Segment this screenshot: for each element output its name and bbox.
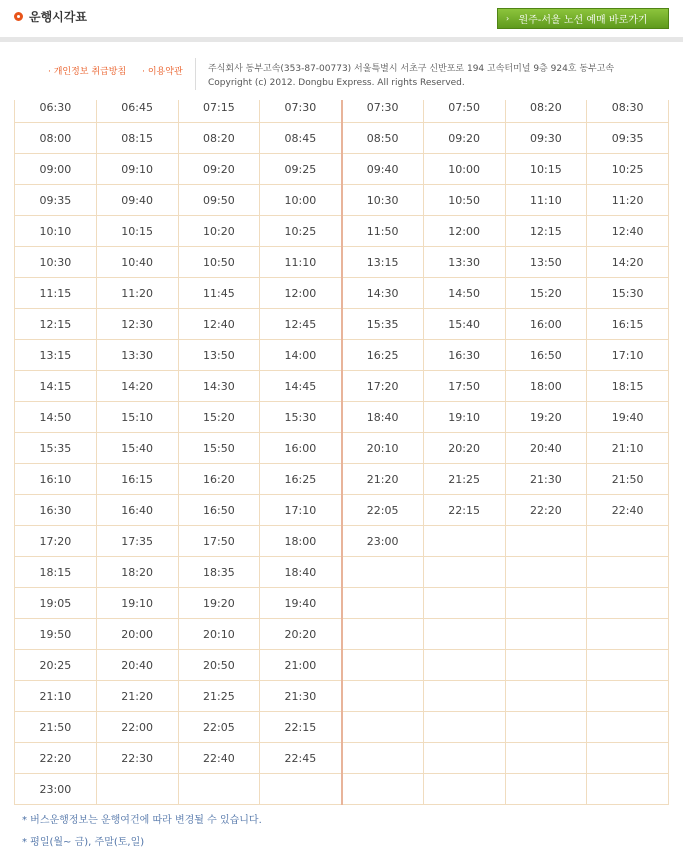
table-row xyxy=(15,712,669,743)
weekday-time-cell: 11:15 xyxy=(15,278,97,309)
terms-link[interactable]: · 이용약관 xyxy=(142,67,183,77)
weekend-time-cell: 10:50 xyxy=(423,185,505,216)
weekday-time-cell: 18:40 xyxy=(260,557,342,588)
weekend-time-cell: 15:35 xyxy=(342,309,424,340)
weekday-time-cell: 08:00 xyxy=(15,123,97,154)
weekday-time-cell: 08:20 xyxy=(178,123,260,154)
weekday-time-cell xyxy=(260,774,342,805)
weekend-time-cell: 12:40 xyxy=(587,216,669,247)
weekend-time-cell: 21:25 xyxy=(423,464,505,495)
table-row xyxy=(15,216,669,247)
weekend-time-cell xyxy=(587,557,669,588)
footer-divider xyxy=(195,58,196,90)
weekend-time-cell: 08:50 xyxy=(342,123,424,154)
weekend-time-cell xyxy=(505,712,587,743)
weekend-time-cell xyxy=(342,557,424,588)
weekend-time-cell: 11:20 xyxy=(587,185,669,216)
weekend-time-cell: 20:40 xyxy=(505,433,587,464)
weekday-time-cell: 12:45 xyxy=(260,309,342,340)
weekend-time-cell xyxy=(587,526,669,557)
weekday-time-cell: 10:00 xyxy=(260,185,342,216)
weekday-time-cell: 06:30 xyxy=(15,100,97,123)
weekday-time-cell: 08:45 xyxy=(260,123,342,154)
weekend-time-cell xyxy=(342,588,424,619)
weekend-time-cell: 22:20 xyxy=(505,495,587,526)
weekday-time-cell: 19:20 xyxy=(178,588,260,619)
weekday-time-cell: 12:00 xyxy=(260,278,342,309)
privacy-policy-link[interactable]: · 개인정보 취급방침 xyxy=(48,67,127,77)
reserve-route-button-label: 원주-서울 노선 예매 바로가기 xyxy=(518,15,648,26)
weekend-time-cell: 18:00 xyxy=(505,371,587,402)
weekday-time-cell: 14:45 xyxy=(260,371,342,402)
weekday-time-cell: 21:20 xyxy=(96,681,178,712)
weekday-time-cell: 21:50 xyxy=(15,712,97,743)
weekday-time-cell: 16:10 xyxy=(15,464,97,495)
table-row xyxy=(15,495,669,526)
timetable xyxy=(14,100,669,806)
weekend-time-cell xyxy=(587,619,669,650)
weekday-time-cell: 09:20 xyxy=(178,154,260,185)
table-row xyxy=(15,681,669,712)
weekday-time-cell: 13:30 xyxy=(96,340,178,371)
weekday-time-cell: 20:50 xyxy=(178,650,260,681)
weekend-time-cell: 14:30 xyxy=(342,278,424,309)
weekend-time-cell: 12:00 xyxy=(423,216,505,247)
weekday-time-cell: 09:50 xyxy=(178,185,260,216)
weekend-time-cell xyxy=(342,619,424,650)
weekday-time-cell: 18:35 xyxy=(178,557,260,588)
note-change-notice: * 버스운행정보는 운행여건에 따라 변경될 수 있습니다. xyxy=(22,815,262,826)
weekday-time-cell: 09:40 xyxy=(96,185,178,216)
weekday-time-cell: 07:30 xyxy=(260,100,342,123)
weekend-time-cell: 19:40 xyxy=(587,402,669,433)
weekday-time-cell: 13:50 xyxy=(178,340,260,371)
weekday-time-cell: 11:20 xyxy=(96,278,178,309)
weekend-time-cell: 21:20 xyxy=(342,464,424,495)
weekday-time-cell: 12:40 xyxy=(178,309,260,340)
weekday-time-cell: 15:20 xyxy=(178,402,260,433)
weekday-time-cell: 20:25 xyxy=(15,650,97,681)
table-row xyxy=(15,185,669,216)
policy-links xyxy=(48,64,183,77)
weekend-time-cell: 12:15 xyxy=(505,216,587,247)
weekday-time-cell: 19:05 xyxy=(15,588,97,619)
weekend-time-cell xyxy=(505,774,587,805)
weekday-time-cell: 21:00 xyxy=(260,650,342,681)
weekend-time-cell xyxy=(505,588,587,619)
weekend-time-cell xyxy=(423,557,505,588)
weekday-time-cell: 09:00 xyxy=(15,154,97,185)
weekday-time-cell: 21:10 xyxy=(15,681,97,712)
weekday-time-cell: 09:10 xyxy=(96,154,178,185)
weekday-time-cell: 16:15 xyxy=(96,464,178,495)
header xyxy=(0,0,683,36)
weekend-time-cell: 20:20 xyxy=(423,433,505,464)
weekday-time-cell: 16:00 xyxy=(260,433,342,464)
table-row xyxy=(15,743,669,774)
weekday-time-cell: 20:10 xyxy=(178,619,260,650)
table-row xyxy=(15,278,669,309)
weekday-time-cell: 06:45 xyxy=(96,100,178,123)
weekday-time-cell: 18:00 xyxy=(260,526,342,557)
circle-bullet-icon xyxy=(14,12,23,21)
weekday-time-cell: 16:40 xyxy=(96,495,178,526)
weekend-time-cell: 13:15 xyxy=(342,247,424,278)
weekend-time-cell: 23:00 xyxy=(342,526,424,557)
table-row xyxy=(15,557,669,588)
weekend-time-cell: 08:30 xyxy=(587,100,669,123)
weekend-time-cell: 07:30 xyxy=(342,100,424,123)
weekend-time-cell: 15:40 xyxy=(423,309,505,340)
weekend-time-cell xyxy=(342,650,424,681)
weekday-time-cell: 21:25 xyxy=(178,681,260,712)
table-row xyxy=(15,402,669,433)
weekend-time-cell: 09:20 xyxy=(423,123,505,154)
weekday-time-cell: 17:20 xyxy=(15,526,97,557)
weekend-time-cell: 10:30 xyxy=(342,185,424,216)
table-row xyxy=(15,464,669,495)
weekday-time-cell: 13:15 xyxy=(15,340,97,371)
weekday-time-cell: 15:30 xyxy=(260,402,342,433)
weekend-time-cell xyxy=(423,619,505,650)
weekday-time-cell: 14:00 xyxy=(260,340,342,371)
table-row xyxy=(15,619,669,650)
header-divider xyxy=(0,37,683,42)
weekday-time-cell: 23:00 xyxy=(15,774,97,805)
weekday-time-cell: 17:10 xyxy=(260,495,342,526)
weekend-time-cell: 21:30 xyxy=(505,464,587,495)
weekday-time-cell: 18:20 xyxy=(96,557,178,588)
weekend-time-cell: 09:35 xyxy=(587,123,669,154)
weekday-time-cell: 11:45 xyxy=(178,278,260,309)
weekday-time-cell: 16:20 xyxy=(178,464,260,495)
weekday-time-cell: 10:40 xyxy=(96,247,178,278)
footer-info xyxy=(0,56,683,96)
table-row xyxy=(15,588,669,619)
weekend-time-cell: 17:20 xyxy=(342,371,424,402)
table-row xyxy=(15,340,669,371)
weekday-time-cell xyxy=(178,774,260,805)
weekend-time-cell xyxy=(423,743,505,774)
notes xyxy=(22,810,262,854)
copyright: Copyright (c) 2012. Dongbu Express. All rights Reserved. xyxy=(208,78,465,88)
weekend-time-cell: 22:05 xyxy=(342,495,424,526)
weekday-time-cell: 11:10 xyxy=(260,247,342,278)
weekend-time-cell: 10:25 xyxy=(587,154,669,185)
weekday-time-cell: 14:50 xyxy=(15,402,97,433)
weekday-time-cell: 14:30 xyxy=(178,371,260,402)
weekend-time-cell xyxy=(342,774,424,805)
weekday-time-cell: 17:50 xyxy=(178,526,260,557)
weekend-time-cell: 18:40 xyxy=(342,402,424,433)
weekend-time-cell: 17:10 xyxy=(587,340,669,371)
weekend-time-cell xyxy=(505,557,587,588)
weekday-time-cell: 22:05 xyxy=(178,712,260,743)
weekend-time-cell: 08:20 xyxy=(505,100,587,123)
weekend-time-cell xyxy=(587,650,669,681)
table-row xyxy=(15,774,669,805)
weekend-time-cell: 14:20 xyxy=(587,247,669,278)
weekend-time-cell: 19:20 xyxy=(505,402,587,433)
weekday-time-cell: 22:15 xyxy=(260,712,342,743)
weekday-time-cell: 07:15 xyxy=(178,100,260,123)
weekend-time-cell xyxy=(587,712,669,743)
table-row xyxy=(15,650,669,681)
weekday-time-cell: 22:30 xyxy=(96,743,178,774)
weekday-time-cell: 14:15 xyxy=(15,371,97,402)
table-row xyxy=(15,309,669,340)
weekend-time-cell xyxy=(423,526,505,557)
weekend-time-cell: 22:40 xyxy=(587,495,669,526)
weekend-time-cell: 15:30 xyxy=(587,278,669,309)
weekend-time-cell: 15:20 xyxy=(505,278,587,309)
weekend-time-cell xyxy=(342,743,424,774)
weekend-time-cell: 19:10 xyxy=(423,402,505,433)
weekend-time-cell: 20:10 xyxy=(342,433,424,464)
table-row xyxy=(15,100,669,123)
weekday-time-cell: 16:50 xyxy=(178,495,260,526)
weekend-time-cell xyxy=(587,588,669,619)
weekend-time-cell xyxy=(505,743,587,774)
company-line: 주식회사 동부고속(353-87-00773) 서울특별시 서초구 신반포로 194 고속터미널 9층 924호 동부고속 xyxy=(208,64,615,74)
weekday-time-cell: 20:20 xyxy=(260,619,342,650)
title-wrap xyxy=(14,8,87,25)
weekend-time-cell: 07:50 xyxy=(423,100,505,123)
weekday-time-cell: 19:10 xyxy=(96,588,178,619)
table-row xyxy=(15,371,669,402)
weekday-time-cell: 15:50 xyxy=(178,433,260,464)
table-row xyxy=(15,433,669,464)
company-info xyxy=(208,62,614,90)
weekday-time-cell: 17:35 xyxy=(96,526,178,557)
weekend-time-cell xyxy=(423,774,505,805)
weekend-time-cell: 14:50 xyxy=(423,278,505,309)
reserve-route-button[interactable] xyxy=(497,8,669,29)
weekend-time-cell: 22:15 xyxy=(423,495,505,526)
weekend-time-cell: 16:25 xyxy=(342,340,424,371)
weekend-time-cell: 10:15 xyxy=(505,154,587,185)
weekend-time-cell: 13:30 xyxy=(423,247,505,278)
table-row xyxy=(15,154,669,185)
weekend-time-cell: 16:50 xyxy=(505,340,587,371)
weekday-time-cell: 22:00 xyxy=(96,712,178,743)
weekday-time-cell: 16:25 xyxy=(260,464,342,495)
weekday-time-cell: 10:50 xyxy=(178,247,260,278)
weekday-time-cell: 10:20 xyxy=(178,216,260,247)
weekday-time-cell: 10:15 xyxy=(96,216,178,247)
weekend-time-cell: 18:15 xyxy=(587,371,669,402)
weekday-time-cell: 22:45 xyxy=(260,743,342,774)
weekend-time-cell xyxy=(505,681,587,712)
weekend-time-cell xyxy=(587,743,669,774)
timetable-grid xyxy=(14,100,669,805)
weekend-time-cell: 09:30 xyxy=(505,123,587,154)
weekday-time-cell: 19:50 xyxy=(15,619,97,650)
weekend-time-cell: 16:15 xyxy=(587,309,669,340)
weekend-time-cell: 13:50 xyxy=(505,247,587,278)
weekday-time-cell: 21:30 xyxy=(260,681,342,712)
weekend-time-cell xyxy=(423,588,505,619)
weekend-time-cell: 21:10 xyxy=(587,433,669,464)
weekend-time-cell xyxy=(587,774,669,805)
weekday-time-cell xyxy=(96,774,178,805)
weekend-time-cell xyxy=(505,526,587,557)
weekend-time-cell xyxy=(505,619,587,650)
weekend-time-cell: 11:50 xyxy=(342,216,424,247)
weekday-time-cell: 16:30 xyxy=(15,495,97,526)
weekday-time-cell: 10:25 xyxy=(260,216,342,247)
weekend-time-cell xyxy=(587,681,669,712)
table-row xyxy=(15,123,669,154)
page-title: 운행시각표 xyxy=(29,10,87,24)
weekday-time-cell: 18:15 xyxy=(15,557,97,588)
weekend-time-cell: 09:40 xyxy=(342,154,424,185)
weekday-time-cell: 12:30 xyxy=(96,309,178,340)
weekday-time-cell: 10:10 xyxy=(15,216,97,247)
weekend-time-cell xyxy=(423,650,505,681)
weekend-time-cell xyxy=(423,712,505,743)
weekend-time-cell xyxy=(423,681,505,712)
weekend-time-cell xyxy=(342,681,424,712)
weekday-time-cell: 08:15 xyxy=(96,123,178,154)
arrow-right-icon: › xyxy=(506,14,510,23)
weekend-time-cell: 21:50 xyxy=(587,464,669,495)
weekday-time-cell: 15:35 xyxy=(15,433,97,464)
weekend-time-cell: 16:00 xyxy=(505,309,587,340)
weekday-time-cell: 22:40 xyxy=(178,743,260,774)
weekday-time-cell: 15:10 xyxy=(96,402,178,433)
weekend-time-cell: 17:50 xyxy=(423,371,505,402)
weekend-time-cell: 16:30 xyxy=(423,340,505,371)
weekday-time-cell: 19:40 xyxy=(260,588,342,619)
weekend-time-cell: 11:10 xyxy=(505,185,587,216)
weekday-time-cell: 22:20 xyxy=(15,743,97,774)
weekend-time-cell xyxy=(342,712,424,743)
table-row xyxy=(15,526,669,557)
weekday-time-cell: 09:35 xyxy=(15,185,97,216)
weekend-time-cell: 10:00 xyxy=(423,154,505,185)
weekday-time-cell: 20:40 xyxy=(96,650,178,681)
weekend-time-cell xyxy=(505,650,587,681)
weekday-time-cell: 09:25 xyxy=(260,154,342,185)
weekday-time-cell: 10:30 xyxy=(15,247,97,278)
weekday-time-cell: 20:00 xyxy=(96,619,178,650)
weekday-time-cell: 14:20 xyxy=(96,371,178,402)
note-weekday-weekend: * 평일(월~ 금), 주말(토,일) xyxy=(22,837,145,848)
weekday-time-cell: 12:15 xyxy=(15,309,97,340)
table-row xyxy=(15,247,669,278)
weekday-time-cell: 15:40 xyxy=(96,433,178,464)
